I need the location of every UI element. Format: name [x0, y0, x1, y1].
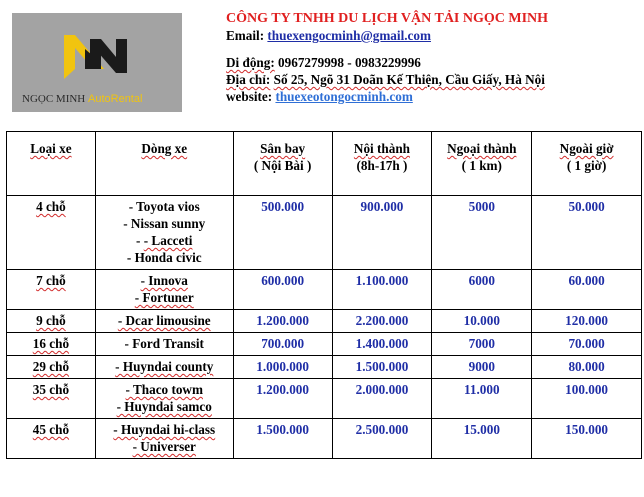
city-price: 2.000.000: [332, 379, 432, 419]
vehicle-models: [95, 419, 233, 459]
email-link[interactable]: thuexengocminh@gmail.com: [267, 28, 431, 43]
suburb-price: 6000: [432, 270, 532, 310]
address-line: [226, 71, 640, 88]
company-logo: [12, 13, 182, 112]
mobile-line: [226, 54, 640, 71]
city-price: 1.100.000: [332, 270, 432, 310]
vehicle-models: [95, 333, 233, 356]
model-item: - Innova: [140, 273, 188, 288]
vehicle-models: [95, 379, 233, 419]
model-item: - Thaco towm: [125, 382, 203, 397]
airport-price: 1.200.000: [233, 379, 332, 419]
suburb-price: 15.000: [432, 419, 532, 459]
suburb-price: 7000: [432, 333, 532, 356]
model-item: - Fortuner: [134, 290, 194, 305]
overtime-price: 50.000: [532, 196, 642, 270]
overtime-price: 60.000: [532, 270, 642, 310]
city-price: 900.000: [332, 196, 432, 270]
header-vehicle-type: Loại xe: [7, 132, 96, 196]
model-item: - - Lacceti: [136, 233, 193, 248]
model-item: - Huyndai county: [115, 359, 214, 374]
overtime-price: 100.000: [532, 379, 642, 419]
price-table-body: [7, 196, 642, 459]
website-link[interactable]: thuexeotongocminh.com: [275, 89, 413, 104]
model-item: - Universer: [132, 439, 196, 454]
header-city: Nội thành (8h-17h ): [332, 132, 432, 196]
city-price: 2.200.000: [332, 310, 432, 333]
header-airport: Sân bay ( Nội Bài ): [233, 132, 332, 196]
vehicle-models: [95, 310, 233, 333]
city-price: 1.500.000: [332, 356, 432, 379]
model-item: - Huyndai samco: [116, 399, 212, 414]
model-item: - Honda civic: [126, 250, 202, 265]
table-row: [7, 270, 642, 310]
overtime-price: 120.000: [532, 310, 642, 333]
city-price: 2.500.000: [332, 419, 432, 459]
airport-price: 1.500.000: [233, 419, 332, 459]
vehicle-models: [95, 270, 233, 310]
vehicle-models: [95, 356, 233, 379]
overtime-price: 70.000: [532, 333, 642, 356]
suburb-price: 11.000: [432, 379, 532, 419]
mobile-value: 0967279998 - 0983229996: [278, 55, 421, 70]
vehicle-type: 35 chỗ: [7, 379, 96, 419]
logo-wordmark: [22, 93, 142, 105]
vehicle-type: 45 chỗ: [7, 419, 96, 459]
overtime-price: 80.000: [532, 356, 642, 379]
overtime-price: 150.000: [532, 419, 642, 459]
header-suburb: Ngoại thành ( 1 km): [432, 132, 532, 196]
model-item: - Dcar limousine: [117, 313, 211, 328]
vehicle-type: 16 chỗ: [7, 333, 96, 356]
vehicle-type: 4 chỗ: [7, 196, 96, 270]
airport-price: 700.000: [233, 333, 332, 356]
email-line: [226, 27, 640, 44]
logo-name-part1: NGỌC MINH: [22, 93, 86, 105]
vehicle-type: 9 chỗ: [7, 310, 96, 333]
table-row: [7, 310, 642, 333]
airport-price: 500.000: [233, 196, 332, 270]
price-table: [6, 131, 642, 459]
vehicle-type: 29 chỗ: [7, 356, 96, 379]
vehicle-type: 7 chỗ: [7, 270, 96, 310]
airport-price: 1.000.000: [233, 356, 332, 379]
suburb-price: 10.000: [432, 310, 532, 333]
suburb-price: 9000: [432, 356, 532, 379]
address-label: Địa chỉ:: [226, 72, 271, 87]
website-line: [226, 88, 640, 105]
model-item: - Nissan sunny: [123, 216, 206, 231]
logo-name-part2: AutoRental: [88, 93, 143, 105]
table-row: [7, 379, 642, 419]
email-label: Email:: [226, 28, 265, 43]
table-row: [7, 333, 642, 356]
airport-price: 1.200.000: [233, 310, 332, 333]
model-item: - Toyota vios: [128, 199, 200, 214]
company-name: CÔNG TY TNHH DU LỊCH VẬN TẢI NGỌC MINH: [226, 11, 549, 26]
mobile-label: Di động:: [226, 55, 275, 70]
table-row: [7, 196, 642, 270]
website-label: website:: [226, 89, 273, 104]
model-item: - Ford Transit: [124, 336, 204, 351]
table-row: [7, 419, 642, 459]
address-value: Số 25, Ngõ 31 Doãn Kế Thiện, Cầu Giấy, Hà Nội: [273, 72, 545, 87]
header-overtime: Ngoài giờ ( 1 giờ): [532, 132, 642, 196]
vehicle-models: [95, 196, 233, 270]
suburb-price: 5000: [432, 196, 532, 270]
header-row: [7, 132, 642, 196]
airport-price: 600.000: [233, 270, 332, 310]
model-item: - Huyndai hi-class: [113, 422, 216, 437]
city-price: 1.400.000: [332, 333, 432, 356]
company-header: [226, 10, 640, 105]
table-row: [7, 356, 642, 379]
price-table-header: [7, 132, 642, 196]
header-vehicle-models: Dòng xe: [95, 132, 233, 196]
